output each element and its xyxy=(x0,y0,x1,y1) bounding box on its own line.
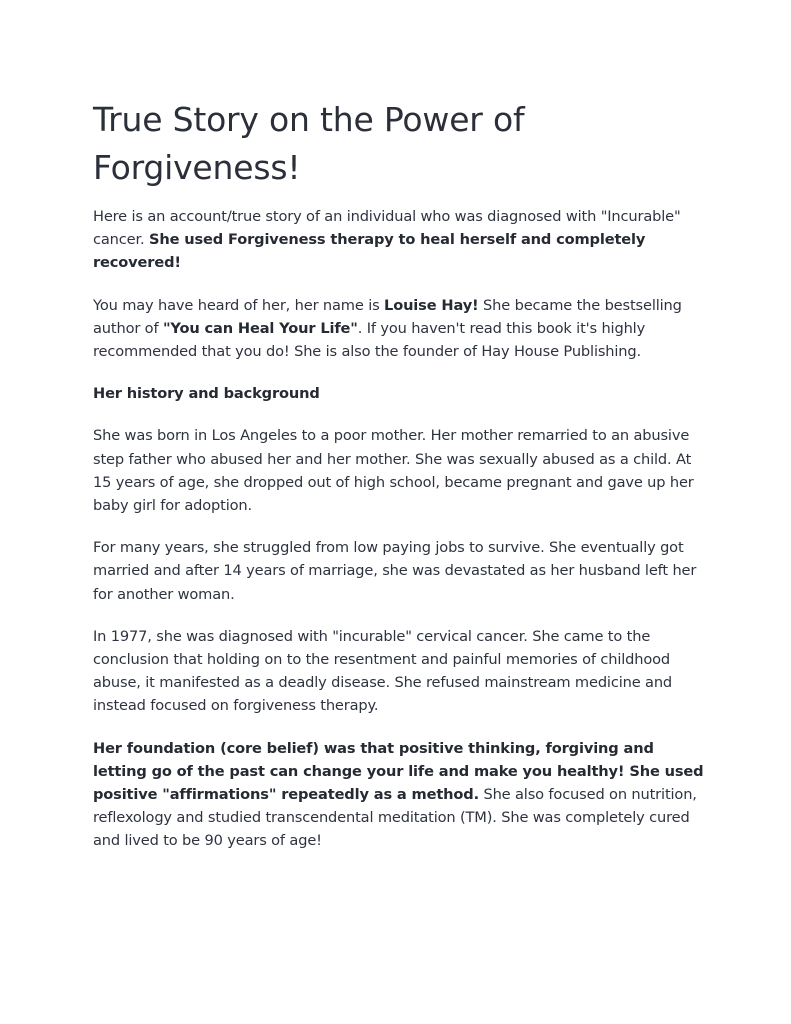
diagnosis-paragraph xyxy=(93,625,705,718)
author-text-3: . If you haven't read this book it's highly recommended that you do! She is also the founder of Hay House Publishing. xyxy=(93,319,646,361)
intro-highlight: She used Forgiveness therapy to heal herself and completely recovered! xyxy=(93,231,646,272)
page-title: True Story on the Power of Forgiveness! xyxy=(93,100,525,187)
section-heading xyxy=(93,382,705,405)
document-page xyxy=(93,96,705,853)
section-heading-text: Her history and background xyxy=(93,385,320,403)
intro-paragraph xyxy=(93,205,705,275)
book-title: "You can Heal Your Life" xyxy=(162,319,358,337)
foundation-highlight: Her foundation (core belief) was that positive thinking, forgiving and letting go of the past can change your life and make you healthy! She used positive "affirmations" repeatedly as a method. xyxy=(93,739,704,804)
struggle-text: For many years, she struggled from low paying jobs to survive. She eventually got married and after 14 years of marriage, she was devastated as her husband left her for another woman. xyxy=(93,539,697,603)
history-paragraph xyxy=(93,424,705,517)
author-paragraph xyxy=(93,294,705,364)
foundation-paragraph xyxy=(93,737,705,853)
struggle-paragraph xyxy=(93,536,705,606)
author-name: Louise Hay! xyxy=(384,296,479,314)
history-text: She was born in Los Angeles to a poor mother. Her mother remarried to an abusive step father who abused her and her mother. She was sexually abused as a child. At 15 years of age, she dropped out of high school, became pregnant and gave up her baby girl for adoption. xyxy=(93,427,694,515)
foundation-text: She also focused on nutrition, reflexology and studied transcendental meditation (TM). She was completely cured and lived to be 90 years of age! xyxy=(93,786,697,850)
author-text-2: She became the bestselling author of xyxy=(93,296,682,337)
author-text-1: You may have heard of her, her name is xyxy=(93,296,385,314)
intro-text: Here is an account/true story of an individual who was diagnosed with "Incurable" cancer. xyxy=(93,208,681,249)
diagnosis-text: In 1977, she was diagnosed with "incurable" cervical cancer. She came to the conclusion that holding on to the resentment and painful memories of childhood abuse, it manifested as a deadly disease. She refused mainstream medicine and instead focused on forgiveness therapy. xyxy=(93,627,673,715)
